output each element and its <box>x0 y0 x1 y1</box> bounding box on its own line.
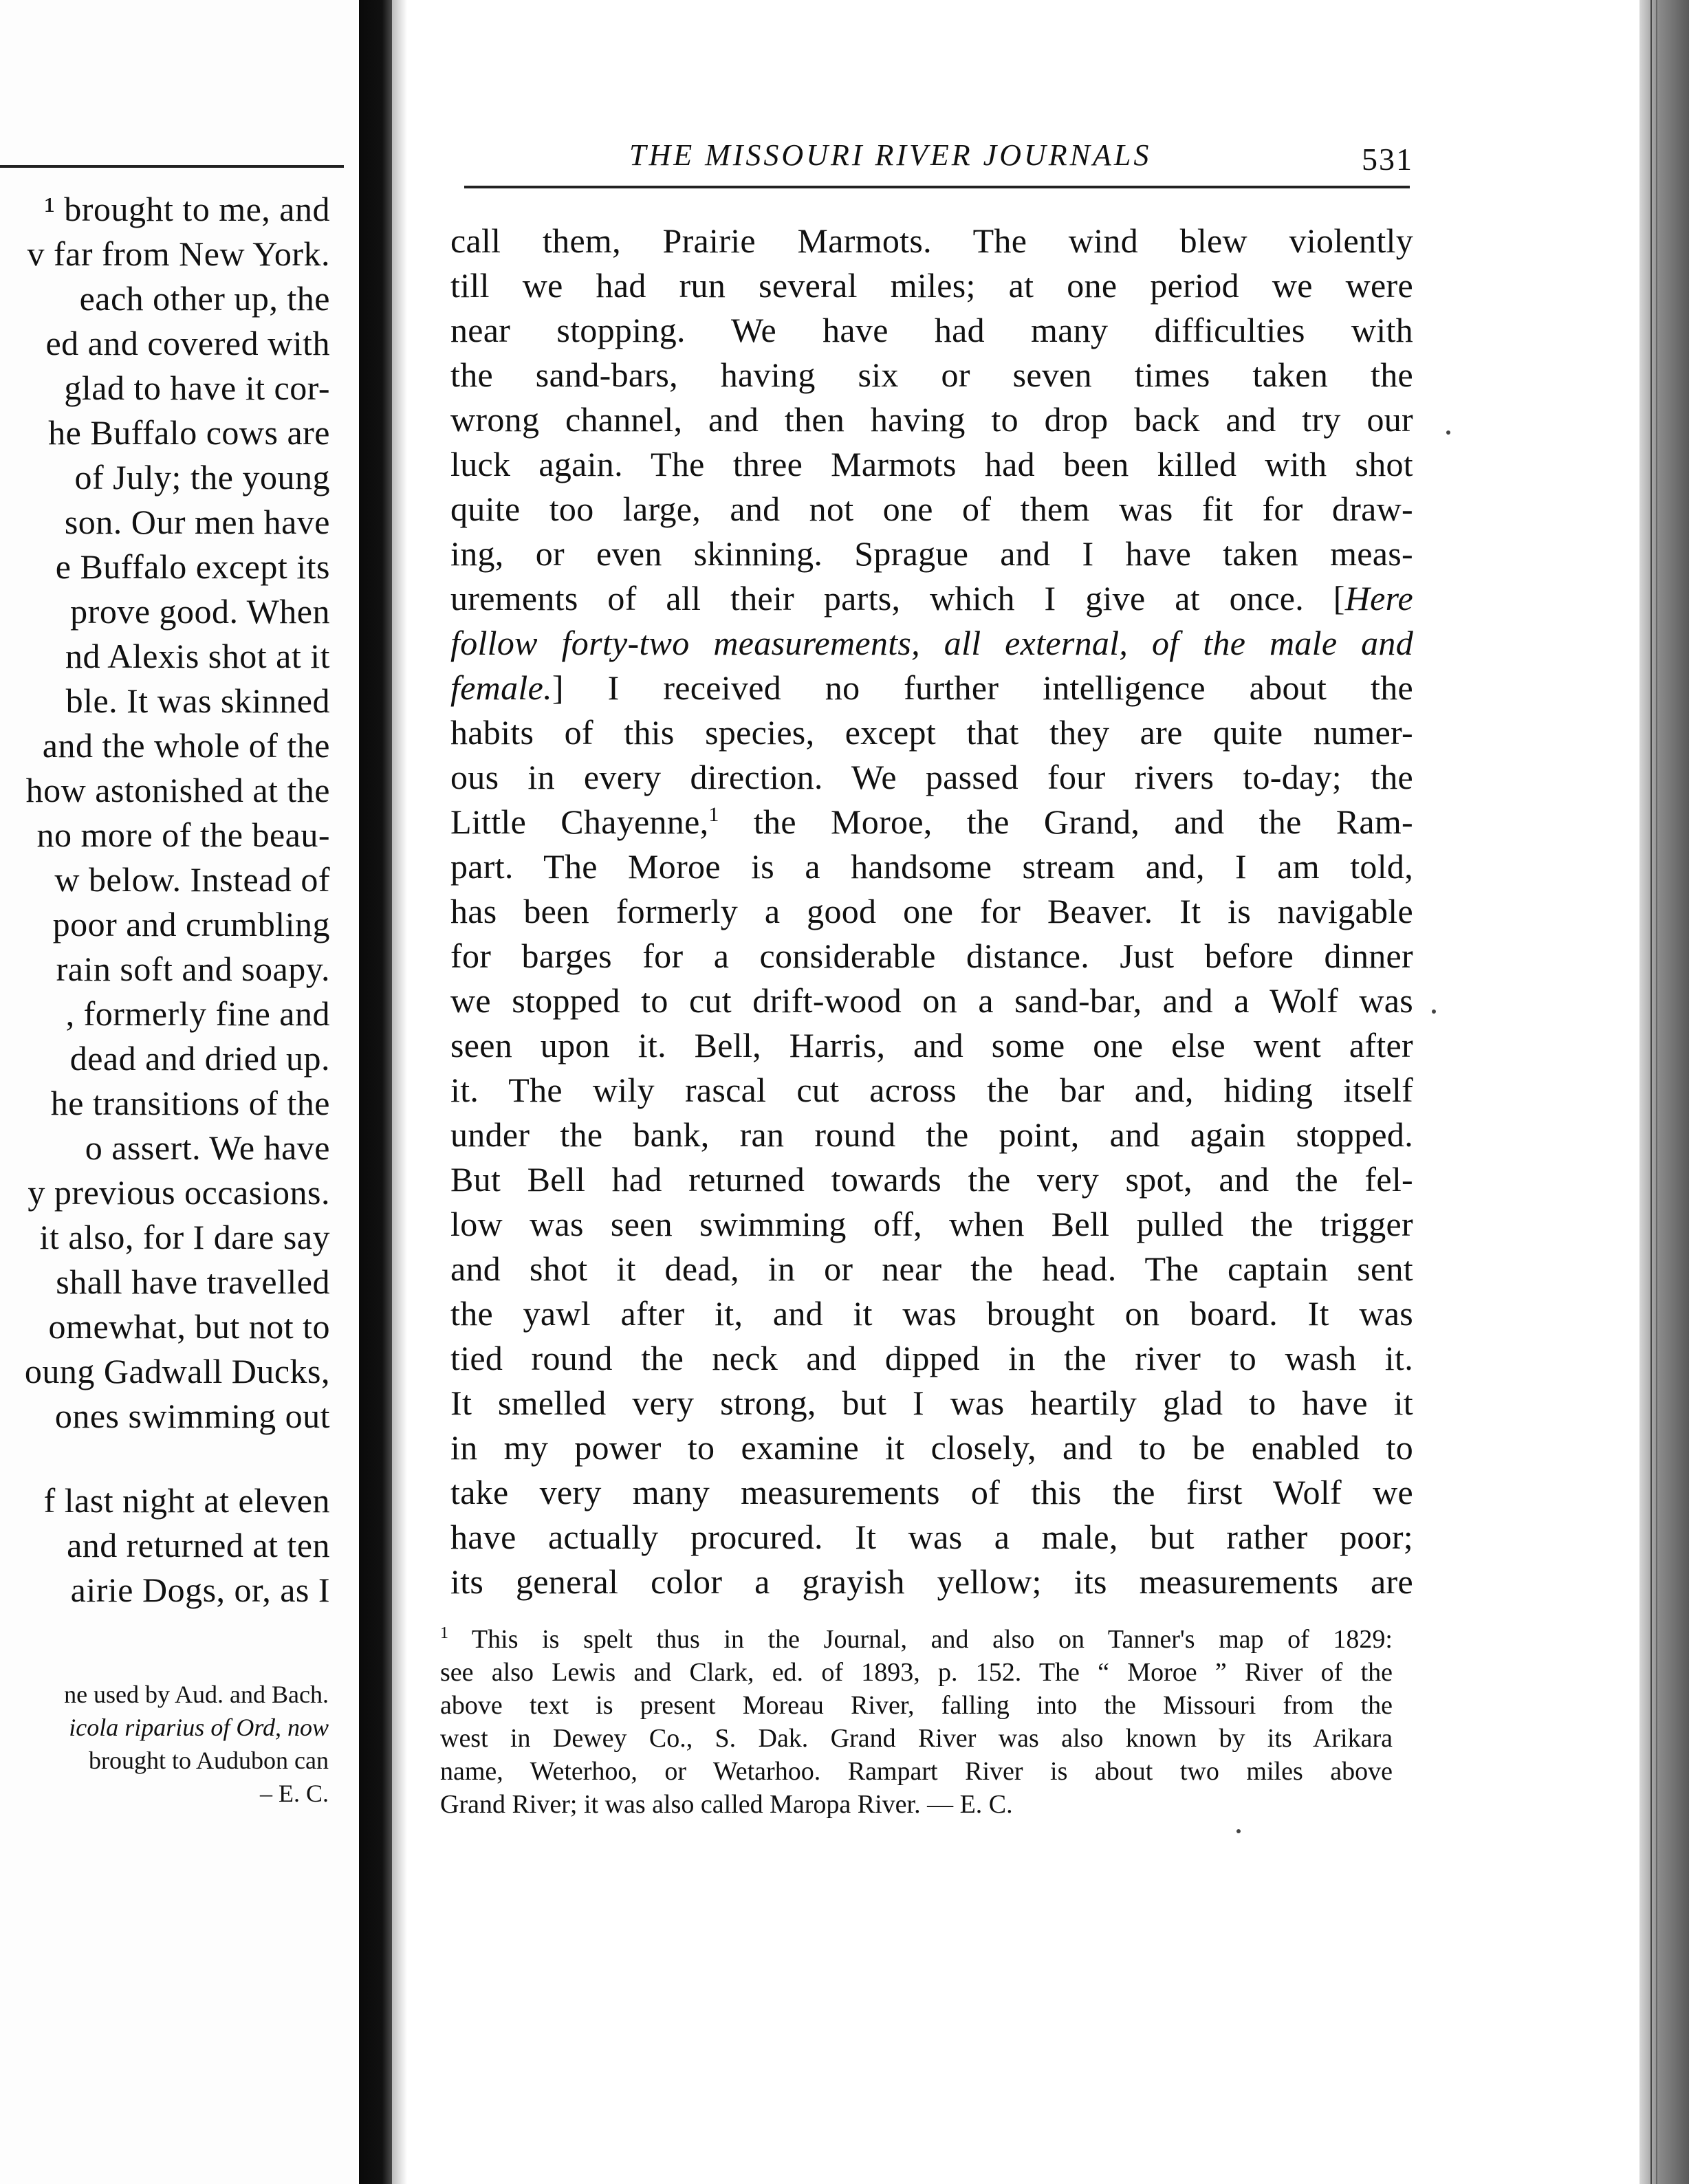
footnote-line <box>440 1623 1393 1656</box>
footnote-line: west in Dewey Co., S. Dak. Grand River was also known by its Arikara <box>440 1724 1393 1753</box>
body-text <box>450 219 1413 1604</box>
footnote-text: This is spelt thus in the Journal, and also on Tanner's map of 1829: <box>448 1625 1393 1654</box>
left-page-line: v far from New York. <box>27 234 330 273</box>
left-page-line: poor and crumbling <box>52 905 330 943</box>
body-line: It smelled very strong, but I was heartily glad to have it <box>450 1384 1413 1422</box>
left-page-line: and returned at ten <box>67 1526 330 1564</box>
dust-speck <box>1446 430 1450 435</box>
dust-speck <box>1236 1829 1241 1833</box>
left-page-line: ble. It was skinned <box>65 681 330 720</box>
left-page-line: each other up, the <box>79 279 330 318</box>
left-page-line: ones swimming out <box>54 1397 330 1435</box>
left-page-line: he transitions of the <box>50 1084 330 1122</box>
left-page-line: son. Our men have <box>64 503 330 541</box>
body-line: it. The wily rascal cut across the bar and, hiding itself <box>450 1071 1413 1109</box>
left-page-line: no more of the beau- <box>36 816 330 854</box>
gutter-shadow <box>392 0 407 2184</box>
left-page-line: rain soft and soapy. <box>56 950 330 988</box>
body-line: tied round the neck and dipped in the river to wash it. <box>450 1339 1413 1377</box>
left-page-line: airie Dogs, or, as I <box>70 1571 330 1609</box>
body-line: ous in every direction. We passed four rivers to-day; the <box>450 758 1413 796</box>
left-page-line: ¹ brought to me, and <box>44 190 330 228</box>
footnote-marker: 1 <box>708 803 719 826</box>
body-line: But Bell had returned towards the very spot, and the fel- <box>450 1160 1413 1199</box>
italic-editorial: Here <box>1344 579 1413 618</box>
body-line: the yawl after it, and it was brought on board. It was <box>450 1294 1413 1333</box>
body-line: habits of this species, except that they are quite numer- <box>450 713 1413 752</box>
page-number: 531 <box>1362 142 1413 177</box>
left-page <box>0 0 358 2184</box>
left-note-line: ne used by Aud. and Bach. <box>64 1681 329 1708</box>
body-line: have actually procured. It was a male, but rather poor; <box>450 1518 1413 1556</box>
body-line: and shot it dead, in or near the head. The captain sent <box>450 1249 1413 1288</box>
left-page-text <box>0 187 330 1613</box>
left-page-line: and the whole of the <box>42 726 330 765</box>
left-page-line <box>0 1439 330 1478</box>
left-page-line: shall have travelled <box>56 1263 330 1301</box>
body-line: low was seen swimming off, when Bell pulled the trigger <box>450 1205 1413 1243</box>
italic-editorial: female. <box>450 668 552 707</box>
left-page-line: nd Alexis shot at it <box>65 637 330 675</box>
body-line: its general color a grayish yellow; its measurements are <box>450 1562 1413 1601</box>
left-page-line: how astonished at the <box>25 771 330 809</box>
left-note-line: brought to Audubon can <box>89 1747 329 1774</box>
dust-speck <box>1432 1009 1436 1014</box>
left-page-line: o assert. We have <box>85 1128 330 1167</box>
left-page-line: oung Gadwall Ducks, <box>24 1352 330 1390</box>
body-line: the sand-bars, having six or seven times taken the <box>450 356 1413 394</box>
body-line: has been formerly a good one for Beaver. It is navigable <box>450 892 1413 930</box>
body-line: call them, Prairie Marmots. The wind blew violently <box>450 221 1413 260</box>
body-line: take very many measurements of this the first Wolf we <box>450 1473 1413 1511</box>
page-edge-lines <box>1650 0 1657 2184</box>
body-line-text: ] I received no further intelligence about the <box>552 668 1413 707</box>
body-line <box>450 800 1413 844</box>
book-gutter <box>359 0 392 2184</box>
left-page-footnote <box>0 1678 329 1810</box>
left-page-line: glad to have it cor- <box>64 369 330 407</box>
body-line: near stopping. We have had many difficulties with <box>450 311 1413 349</box>
left-page-line: f last night at eleven <box>43 1481 330 1520</box>
footnote-line: name, Weterhoo, or Wetarhoo. Rampart River is about two miles above <box>440 1757 1393 1786</box>
body-line-italic: follow forty-two measurements, all external, of the male and <box>450 624 1413 662</box>
left-page-line: ed and covered with <box>45 324 330 362</box>
footnote-marker: 1 <box>440 1624 448 1642</box>
body-line: in my power to examine it closely, and to be enabled to <box>450 1428 1413 1467</box>
left-page-line: omewhat, but not to <box>48 1307 330 1346</box>
body-line: wrong channel, and then having to drop back and try our <box>450 400 1413 439</box>
left-page-line: w below. Instead of <box>54 860 330 899</box>
body-line-text: Little Chayenne, <box>450 802 709 841</box>
left-page-line: e Buffalo except its <box>55 547 330 586</box>
left-page-line: prove good. When <box>70 592 330 631</box>
body-line: seen upon it. Bell, Harris, and some one else went after <box>450 1026 1413 1064</box>
left-page-line: dead and dried up. <box>69 1039 330 1078</box>
left-header-rule <box>0 165 344 168</box>
body-line <box>450 666 1413 710</box>
left-note-line: – E. C. <box>259 1780 329 1807</box>
left-page-line: , formerly fine and <box>65 994 330 1033</box>
body-line: luck again. The three Marmots had been killed with shot <box>450 445 1413 483</box>
footnote-line: Grand River; it was also called Maropa River. — E. C. <box>440 1790 1013 1819</box>
body-line: part. The Moroe is a handsome stream and, I am told, <box>450 847 1413 886</box>
body-line-text: the Moroe, the Grand, and the Ram- <box>719 802 1413 841</box>
page-edge <box>1639 0 1689 2184</box>
body-line: for barges for a considerable distance. Just before dinner <box>450 937 1413 975</box>
body-line: ing, or even skinning. Sprague and I have taken meas- <box>450 534 1413 573</box>
footnote-line: see also Lewis and Clark, ed. of 1893, p. 152. The “ Moroe ” River of the <box>440 1658 1393 1687</box>
left-page-line: y previous occasions. <box>28 1173 330 1212</box>
body-line: quite too large, and not one of them was fit for draw- <box>450 490 1413 528</box>
left-page-line: he Buffalo cows are <box>48 413 330 452</box>
body-line: we stopped to cut drift-wood on a sand-bar, and a Wolf was <box>450 981 1413 1020</box>
body-line: till we had run several miles; at one period we were <box>450 266 1413 305</box>
footnote-line: above text is present Moreau River, falling into the Missouri from the <box>440 1691 1393 1720</box>
running-head: THE MISSOURI RIVER JOURNALS <box>629 138 1152 172</box>
body-line: under the bank, ran round the point, and again stopped. <box>450 1115 1413 1154</box>
left-page-line: of July; the young <box>74 458 330 496</box>
header-rule <box>464 186 1410 188</box>
footnote <box>440 1623 1393 1821</box>
left-page-line: it also, for I dare say <box>39 1218 330 1256</box>
left-note-line: icola riparius of Ord, now <box>69 1714 329 1741</box>
body-line <box>450 576 1413 621</box>
body-line-text: urements of all their parts, which I give at once. [ <box>450 579 1345 618</box>
